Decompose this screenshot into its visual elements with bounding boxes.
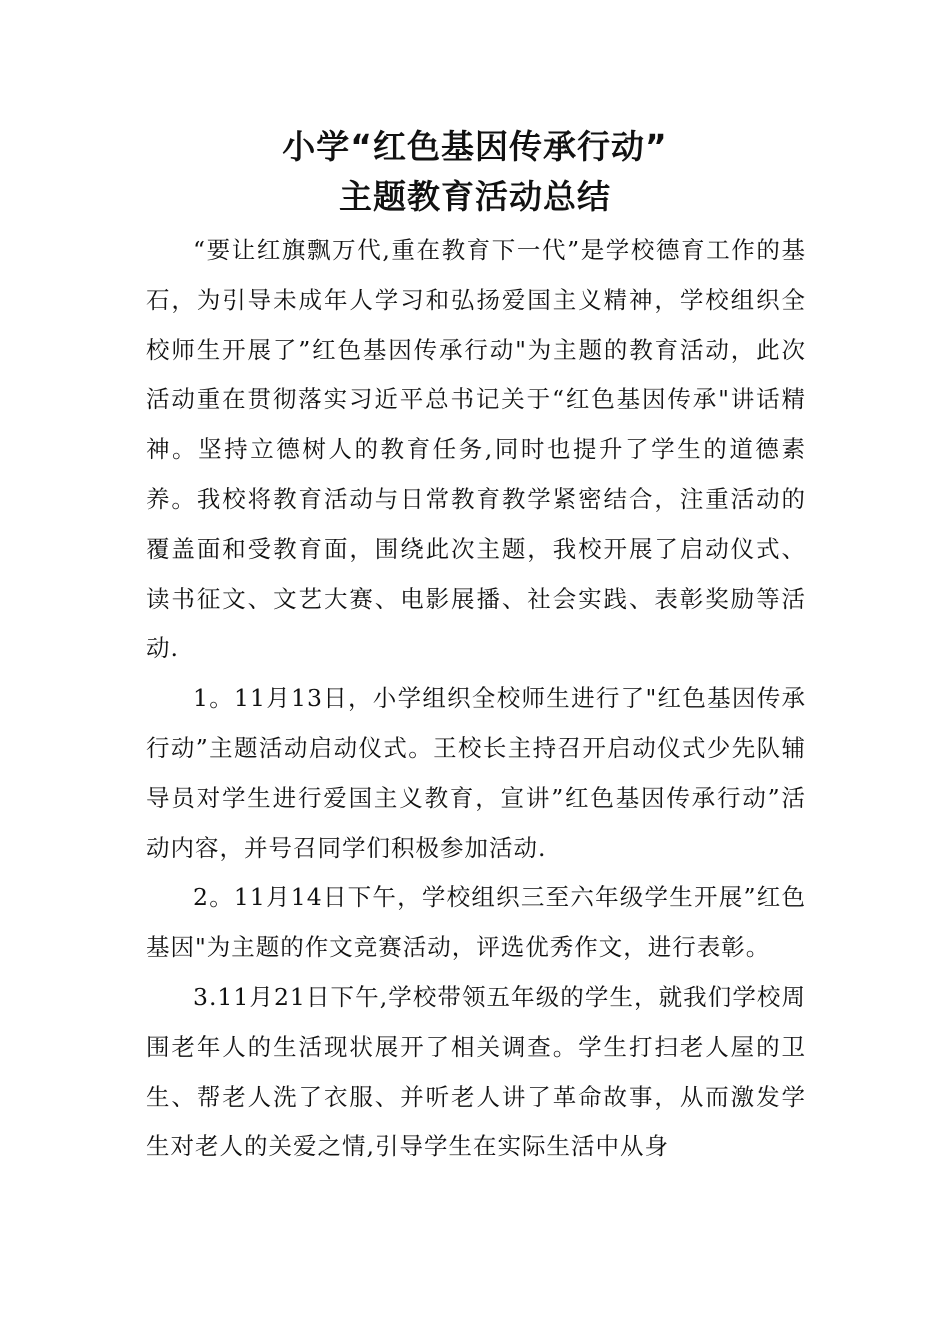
title-line-1: 小学“红色基因传承行动” [282, 127, 668, 166]
paragraph-item-2: 2。11月14日下午，学校组织三至六年级学生开展”红色基因"为主题的作文竞赛活动，评选优秀作文，进行表彰。 [146, 883, 806, 962]
document-body [146, 226, 806, 1172]
paragraph-item-3: 3.11月21日下午,学校带领五年级的学生，就我们学校周围老年人的生活现状展开了相关调查。学生打扫老人屋的卫生、帮老人洗了衣服、并听老人讲了革命故事，从而激发学生对老人的关爱之情,引导学生在实际生活中从身 [146, 982, 806, 1161]
document-title [0, 122, 950, 222]
paragraph-item-1: 1。11月13日，小学组织全校师生进行了"红色基因传承行动”主题活动启动仪式。王校长主持召开启动仪式少先队辅导员对学生进行爱国主义教育，宣讲”红色基因传承行动”活动内容，并号召同学们积极参加活动. [146, 684, 806, 862]
title-line-2: 主题教育活动总结 [339, 177, 611, 216]
paragraph-intro: “要让红旗飘万代,重在教育下一代”是学校德育工作的基石，为引导未成年人学习和弘扬爱国主义精神，学校组织全校师生开展了”红色基因传承行动"为主题的教育活动，此次活动重在贯彻落实习近平总书记关于“红色基因传承"讲话精神。坚持立德树人的教育任务,同时也提升了学生的道德素养。我校将教育活动与日常教育教学紧密结合，注重活动的覆盖面和受教育面，围绕此次主题，我校开展了启动仪式、读书征文、文艺大赛、电影展播、社会实践、表彰奖励等活动. [146, 236, 806, 663]
